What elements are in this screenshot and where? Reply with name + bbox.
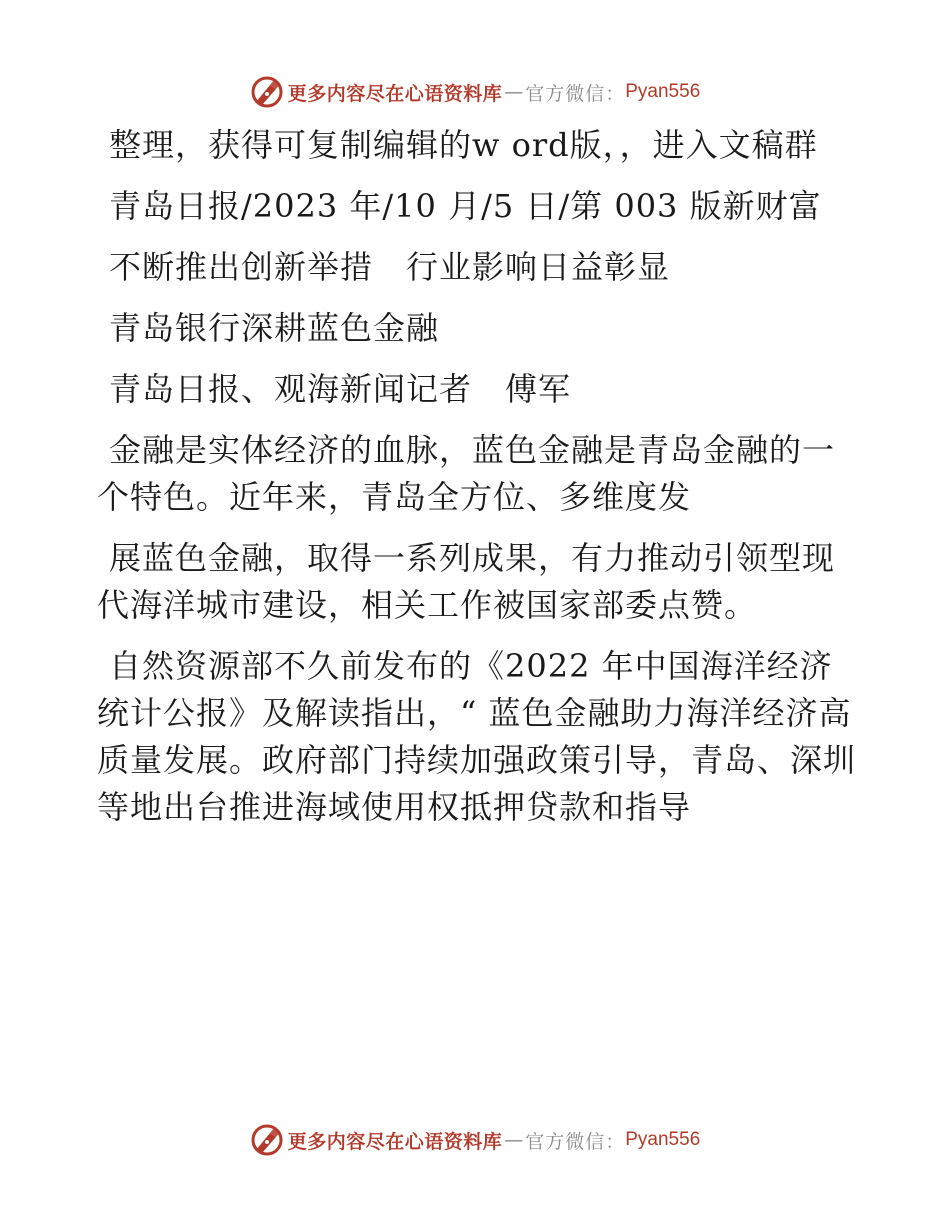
promo-text: 更多内容尽在心语资料库 <box>287 1130 503 1153</box>
document-body <box>97 122 857 845</box>
official-wechat-label: 官方微信： <box>525 1130 626 1153</box>
official-wechat-label: 官方微信： <box>525 82 626 105</box>
separator-dash: — <box>504 1129 524 1151</box>
byline: 青岛日报、观海新闻记者 傅军 <box>109 370 572 408</box>
footer-watermark-banner <box>0 1120 950 1160</box>
body-paragraph: 自然资源部不久前发布的《2022 年中国海洋经济统计公报》及解读指出，“ 蓝色金融助力海洋经济高质量发展。政府部门持续加强政策引导，青岛、深圳等地出台推进海域使用权抵押贷款和指导 <box>97 647 857 826</box>
pen-nib-logo-icon <box>250 1123 284 1157</box>
header-watermark-banner <box>0 72 950 112</box>
promo-text: 更多内容尽在心语资料库 <box>287 82 503 105</box>
separator-dash: — <box>504 81 524 103</box>
pen-nib-logo-icon <box>250 75 284 109</box>
body-paragraph: 金融是实体经济的血脉，蓝色金融是青岛金融的一个特色。近年来，青岛全方位、多维度发 <box>97 431 836 516</box>
source-line: 青岛日报/2023 年/10 月/5 日/第 003 版新财富 <box>109 187 822 225</box>
article-subtitle: 不断推出创新举措 行业影响日益彰显 <box>109 248 671 286</box>
body-paragraph: 展蓝色金融，取得一系列成果，有力推动引领型现代海洋城市建设，相关工作被国家部委点赞。 <box>97 539 836 624</box>
intro-paragraph: 整理，获得可复制编辑的w ord版，，进入文稿群 <box>109 126 818 164</box>
wechat-handle: Pyan556 <box>625 1129 701 1150</box>
wechat-handle: Pyan556 <box>625 81 701 102</box>
article-title: 青岛银行深耕蓝色金融 <box>109 309 440 347</box>
